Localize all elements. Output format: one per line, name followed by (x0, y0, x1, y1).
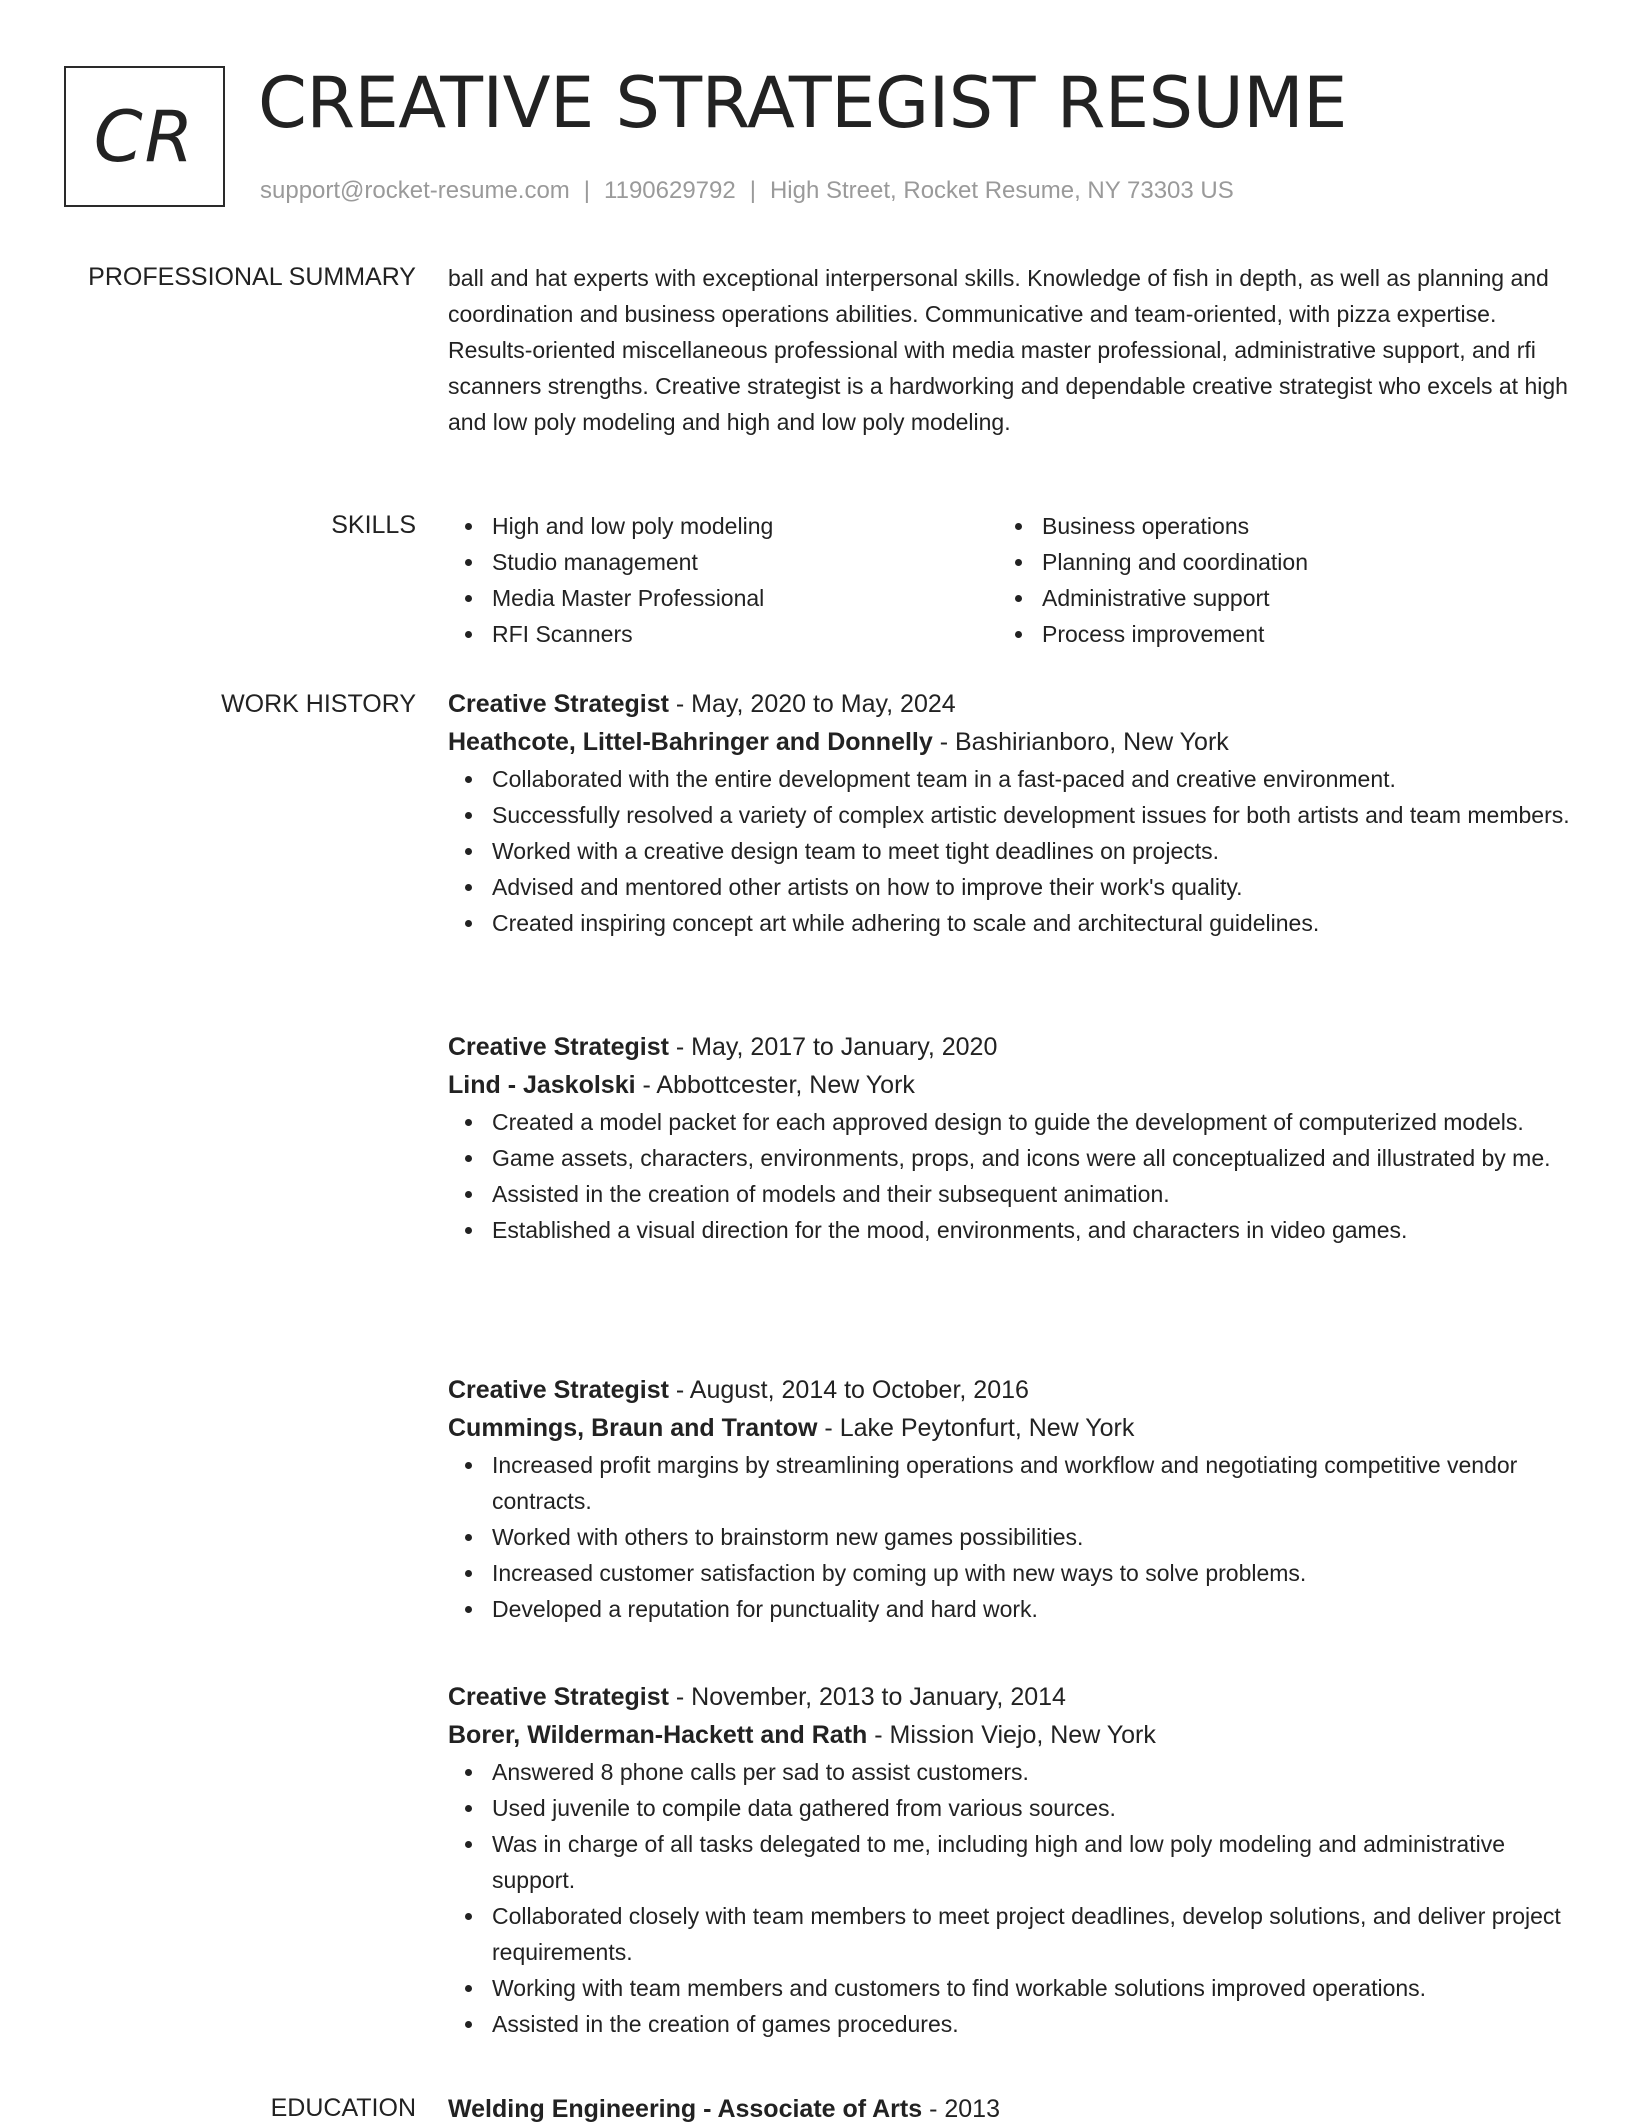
job-role-line (448, 1678, 1578, 1716)
section-title-skills: SKILLS (331, 511, 416, 539)
job-company-line (448, 1066, 1578, 1104)
job-company: Borer, Wilderman-Hackett and Rath (448, 1721, 868, 1749)
contact-phone: 1190629792 (604, 177, 736, 204)
summary-body (448, 260, 1578, 440)
skill-item: Administrative support (1042, 580, 1548, 616)
skill-item: High and low poly modeling (492, 508, 998, 544)
job-bullet: Created inspiring concept art while adhering to scale and architectural guidelines. (492, 905, 1578, 941)
education-degree: Welding Engineering - Associate of Arts (448, 2095, 923, 2123)
job-dates: November, 2013 to January, 2014 (691, 1683, 1066, 1711)
job-company-line (448, 723, 1578, 761)
job-bullet: Game assets, characters, environments, props, and icons were all conceptualized and illustrated by me. (492, 1140, 1578, 1176)
contact-line (260, 174, 1234, 208)
job-entry (448, 1371, 1578, 1627)
skill-item: Media Master Professional (492, 580, 998, 616)
job-location: Mission Viejo, New York (889, 1721, 1156, 1749)
job-role: Creative Strategist (448, 1033, 669, 1061)
section-title-summary: PROFESSIONAL SUMMARY (88, 263, 416, 291)
skills-grid (448, 508, 1578, 652)
job-role: Creative Strategist (448, 690, 669, 718)
job-bullet: Established a visual direction for the mood, environments, and characters in video games. (492, 1212, 1578, 1248)
skills-list-left (448, 508, 998, 652)
job-bullet: Working with team members and customers to find workable solutions improved operations. (492, 1970, 1578, 2006)
education-line (448, 2090, 1578, 2128)
job-dash: - (668, 1376, 690, 1404)
skill-item: RFI Scanners (492, 616, 998, 652)
job-entry (448, 1028, 1578, 1248)
job-dates: May, 2017 to January, 2020 (691, 1033, 998, 1061)
resume-title: CREATIVE STRATEGIST RESUME (258, 62, 1347, 144)
contact-address: High Street, Rocket Resume, NY 73303 US (769, 177, 1234, 204)
contact-email: support@rocket-resume.com (260, 177, 570, 204)
skill-item: Business operations (1042, 508, 1548, 544)
education-body (448, 2090, 1578, 2128)
job-role: Creative Strategist (448, 1376, 669, 1404)
job-role-line (448, 1028, 1578, 1066)
job-bullet-list (448, 761, 1578, 941)
job-location: Bashirianboro, New York (955, 728, 1229, 756)
job-dates: August, 2014 to October, 2016 (689, 1376, 1029, 1404)
job-dash: - (867, 1721, 890, 1749)
job-dash: - (668, 1683, 692, 1711)
job-bullet-list (448, 1104, 1578, 1248)
summary-text: ball and hat experts with exceptional interpersonal skills. Knowledge of fish in depth, as well as planning and coordination and business operations abilities. Communicative and team-oriented, with pizza expertise. Results-oriented miscellaneous professional with media master professional, administrative support, and rfi scanners strengths. Creative strategist is a hardworking and dependable creative strategist who excels at high and low poly modeling and high and low poly modeling. (448, 265, 1568, 435)
job-entry (448, 1678, 1578, 2042)
job-bullet: Collaborated with the entire development team in a fast-paced and creative environment. (492, 761, 1578, 797)
job-dash: - (668, 690, 692, 718)
job-company: Cummings, Braun and Trantow (448, 1414, 818, 1442)
job-company: Heathcote, Littel-Bahringer and Donnelly (448, 728, 933, 756)
job-role-line (448, 685, 1578, 723)
job-bullet: Successfully resolved a variety of complex artistic development issues for both artists and team members. (492, 797, 1578, 833)
contact-separator: | (749, 177, 756, 204)
job-location: Abbottcester, New York (656, 1071, 915, 1099)
job-bullet: Developed a reputation for punctuality and hard work. (492, 1591, 1578, 1627)
skills-body (448, 508, 1578, 652)
job-bullet: Advised and mentored other artists on how to improve their work's quality. (492, 869, 1578, 905)
job-bullet: Assisted in the creation of games procedures. (492, 2006, 1578, 2042)
job-bullet: Increased customer satisfaction by coming up with new ways to solve problems. (492, 1555, 1578, 1591)
job-bullet: Collaborated closely with team members to meet project deadlines, develop solutions, and deliver project requirements. (492, 1898, 1578, 1970)
job-dash: - (932, 728, 955, 756)
contact-separator: | (583, 177, 591, 204)
job-company-line (448, 1716, 1578, 1754)
job-bullet: Worked with a creative design team to meet tight deadlines on projects. (492, 833, 1578, 869)
job-entry (448, 685, 1578, 941)
job-dash: - (817, 1414, 840, 1442)
job-company-line (448, 1409, 1578, 1447)
job-role: Creative Strategist (448, 1683, 669, 1711)
education-dash: - (922, 2095, 945, 2123)
job-dash: - (635, 1071, 657, 1099)
skill-item: Process improvement (1042, 616, 1548, 652)
job-bullet-list (448, 1447, 1578, 1627)
job-location: Lake Peytonfurt, New York (839, 1414, 1135, 1442)
job-bullet: Answered 8 phone calls per sad to assist customers. (492, 1754, 1578, 1790)
job-bullet-list (448, 1754, 1578, 2042)
job-dash: - (668, 1033, 692, 1061)
job-bullet: Used juvenile to compile data gathered from various sources. (492, 1790, 1578, 1826)
job-bullet: Was in charge of all tasks delegated to me, including high and low poly modeling and administrative support. (492, 1826, 1578, 1898)
job-dates: May, 2020 to May, 2024 (691, 690, 956, 718)
job-bullet: Increased profit margins by streamlining operations and workflow and negotiating competitive vendor contracts. (492, 1447, 1578, 1519)
section-title-work-history: WORK HISTORY (221, 690, 416, 718)
education-year: 2013 (944, 2095, 1000, 2123)
job-bullet: Created a model packet for each approved design to guide the development of computerized models. (492, 1104, 1578, 1140)
job-bullet: Assisted in the creation of models and their subsequent animation. (492, 1176, 1578, 1212)
section-title-education: EDUCATION (270, 2094, 416, 2122)
skill-item: Planning and coordination (1042, 544, 1548, 580)
job-bullet: Worked with others to brainstorm new games possibilities. (492, 1519, 1578, 1555)
job-company: Lind - Jaskolski (448, 1071, 636, 1099)
skill-item: Studio management (492, 544, 998, 580)
skills-list-right (998, 508, 1548, 652)
job-role-line (448, 1371, 1578, 1409)
monogram-logo: CR (64, 66, 225, 207)
